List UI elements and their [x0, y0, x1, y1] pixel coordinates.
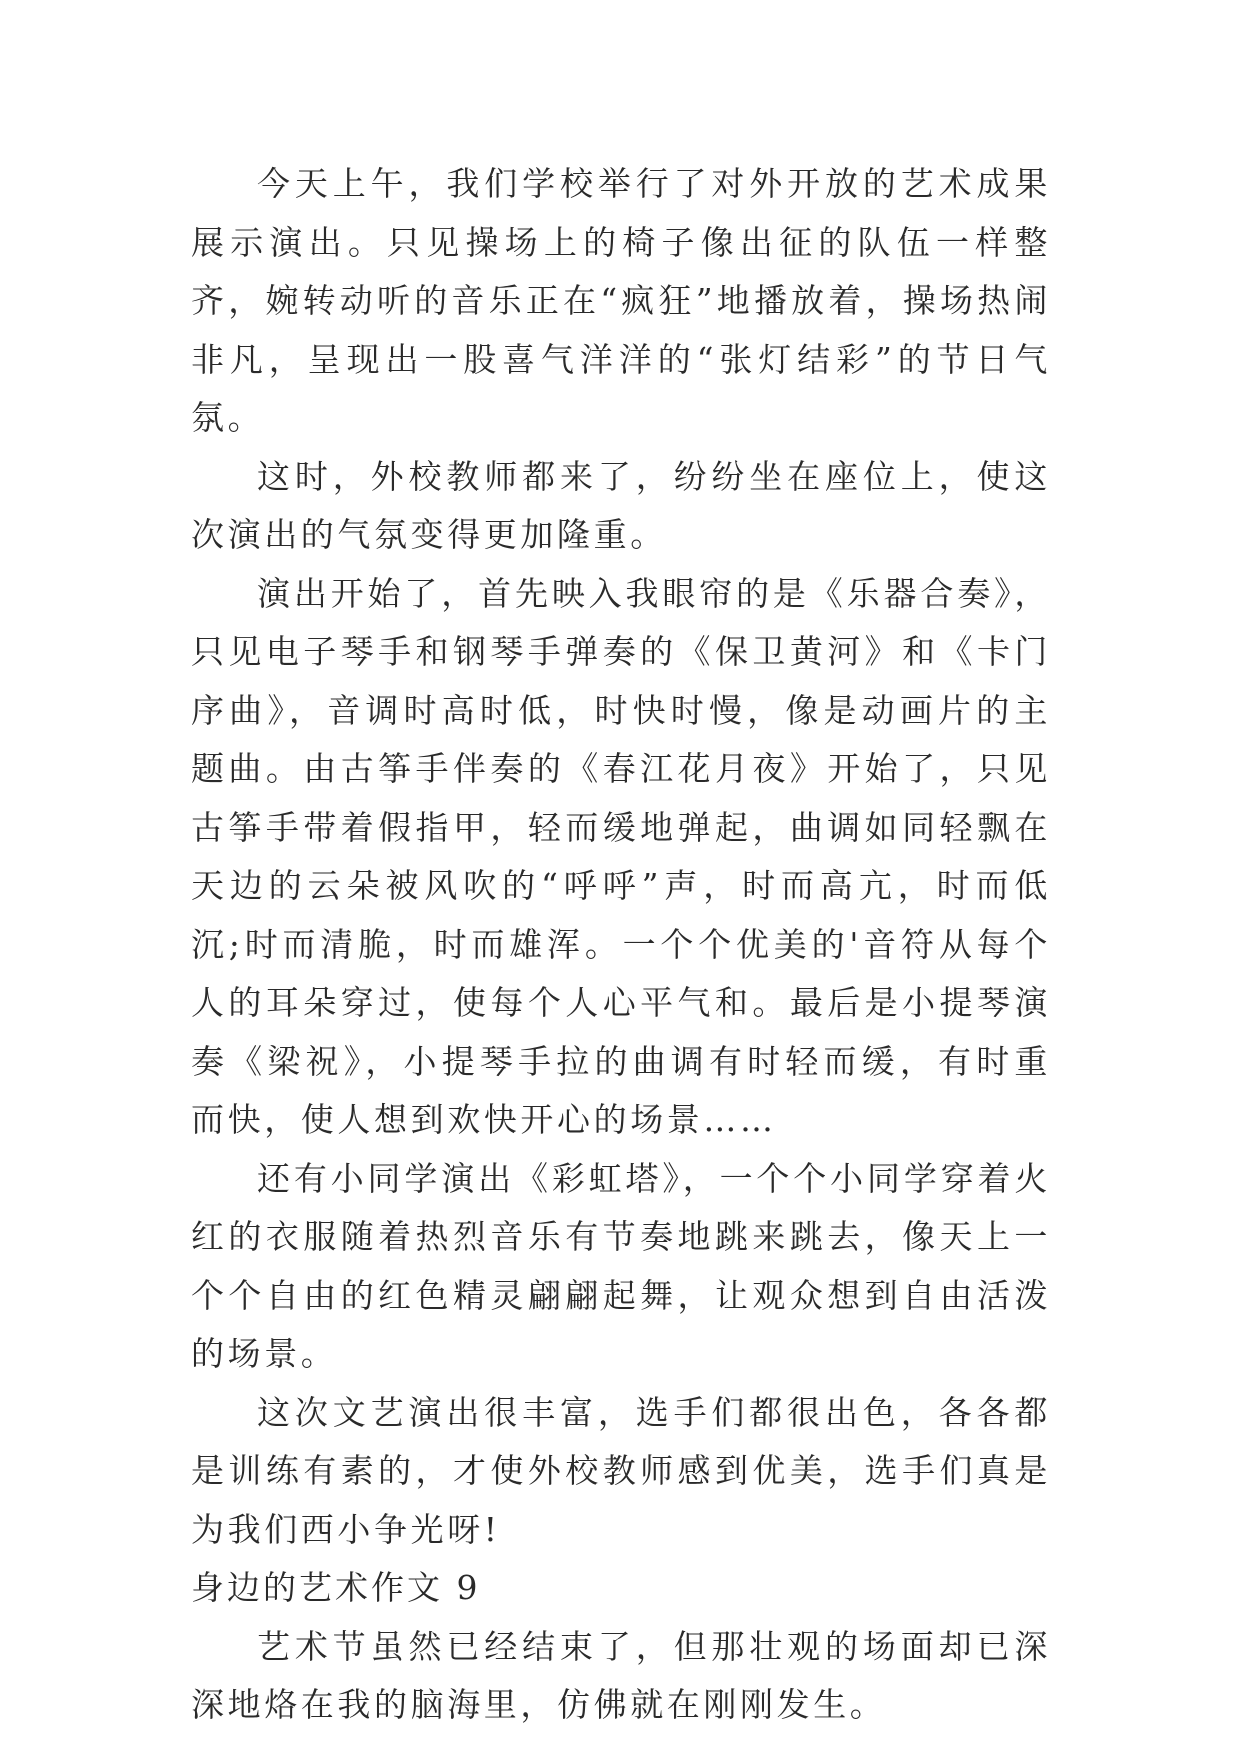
- section-heading: 身边的艺术作文 9: [191, 1568, 481, 1607]
- paragraph-4: 还有小同学演出《彩虹塔》，一个个小同学穿着火红的衣服随着热烈音乐有节奏地跳来跳去，像天上一个个自由的红色精灵翩翩起舞，让观众想到自由活泼的场景。: [191, 1158, 1051, 1373]
- document-body: [191, 155, 1051, 1735]
- paragraph-1: 今天上午，我们学校举行了对外开放的艺术成果展示演出。只见操场上的椅子像出征的队伍一样整齐，婉转动听的音乐正在“疯狂”地播放着，操场热闹非凡，呈现出一股喜气洋洋的“张灯结彩”的节日气氛。: [191, 164, 1051, 437]
- paragraph-3: 演出开始了，首先映入我眼帘的是《乐器合奏》，只见电子琴手和钢琴手弹奏的《保卫黄河》和《卡门序曲》，音调时高时低，时快时慢，像是动画片的主题曲。由古筝手伴奏的《春江花月夜》开始了，只见古筝手带着假指甲，轻而缓地弹起，曲调如同轻飘在天边的云朵被风吹的“呼呼”声，时而高亢，时而低沉;时而清脆，时而雄浑。一个个优美的'音符从每个人的耳朵穿过，使每个人心平气和。最后是小提琴演奏《梁祝》，小提琴手拉的曲调有时轻而缓，有时重而快，使人想到欢快开心的场景……: [191, 573, 1051, 1139]
- paragraph-6: 艺术节虽然已经结束了，但那壮观的场面却已深深地烙在我的脑海里，仿佛就在刚刚发生。: [191, 1626, 1051, 1724]
- paragraph-2: 这时，外校教师都来了，纷纷坐在座位上，使这次演出的气氛变得更加隆重。: [191, 456, 1051, 554]
- paragraph-5: 这次文艺演出很丰富，选手们都很出色，各各都是训练有素的，才使外校教师感到优美，选手们真是为我们西小争光呀!: [191, 1392, 1051, 1549]
